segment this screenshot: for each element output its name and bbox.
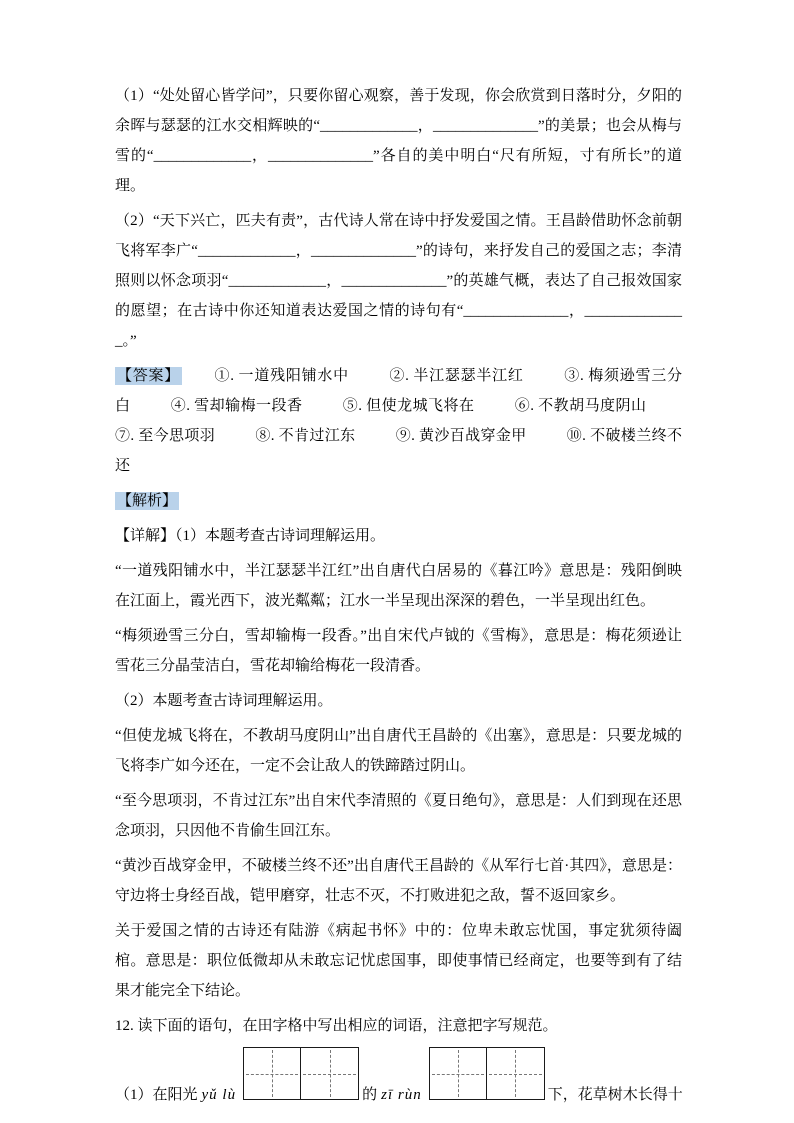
answer-item-8: ⑧. 不肯过江东	[255, 428, 356, 444]
answer-item-6: ⑥. 不教胡马度阴山	[514, 398, 647, 414]
analysis-label: 【解析】	[117, 493, 178, 509]
tianzige-cell	[487, 1048, 544, 1099]
analysis-paragraph-xiarijueju: “至今思项羽，不肯过江东”出自宋代李清照的《夏日绝句》，意思是：人们到现在还思念项羽，只因他不肯偷生回江东。	[115, 793, 682, 839]
question-11-part2: （2）“天下兴亡，匹夫有责”，古代诗人常在诗中抒发爱国之情。王昌龄借助怀念前朝飞将军李广“_____________，______________”的诗句，来抒发自己的爱国之志；李清照则以怀念项羽“_____________，______________”的英雄气概，表达了自己报效国家的愿望；在古诗中你还知道表达爱国之情的诗句有“______________，______________。”	[115, 213, 682, 349]
tianzige-cell	[301, 1048, 358, 1099]
question-12-line	[115, 1047, 682, 1110]
tianzige-cell	[244, 1048, 301, 1099]
answer-item-9: ⑨. 黄沙百战穿金甲	[395, 428, 527, 444]
answer-item-7: ⑦. 至今思项羽	[115, 428, 216, 444]
tianzige-grid-2	[429, 1047, 545, 1100]
analysis-paragraph-chusai: “但使龙城飞将在，不教胡马度阴山”出自唐代王昌龄的《出塞》，意思是：只要龙城的飞将李广如今还在，一定不会让敌人的铁蹄踏过阴山。	[115, 728, 682, 774]
answer-item-4: ④. 雪却输梅一段香	[170, 398, 303, 414]
analysis-paragraph-part2: （2）本题考查古诗词理解运用。	[115, 693, 333, 709]
answer-item-10: ⑩. 不破楼兰终不还	[115, 428, 682, 474]
analysis-paragraph-detail: 【详解】（1）本题考查古诗词理解运用。	[115, 528, 386, 544]
question-12-stem: 12. 读下面的语句，在田字格中写出相应的词语，注意把字写规范。	[115, 1018, 558, 1034]
question-12-text-1: （1）在阳光	[115, 1087, 198, 1103]
pinyin-yulu: yǔ lù	[201, 1087, 237, 1103]
analysis-header	[115, 486, 682, 516]
answer-item-5: ⑤. 但使龙城飞将在	[342, 398, 475, 414]
question-11-part1: （1）“处处留心皆学问”，只要你留心观察，善于发现，你会欣赏到日落时分，夕阳的余晖与瑟瑟的江水交相辉映的“_____________，______________”的美景；也会从梅与雪的“_____________，______________”各自的美中明白“尺有所短，寸有所长”的道理。	[115, 88, 682, 194]
question-12-text-2: 的	[362, 1087, 378, 1103]
question-12-text-3: 下，花草树木长得十	[547, 1087, 683, 1103]
tianzige-cell	[430, 1048, 487, 1099]
pinyin-zirun: zī rùn	[381, 1087, 422, 1103]
answer-item-2: ②. 半江瑟瑟半江红	[389, 368, 524, 384]
analysis-paragraph-congjunxing: “黄沙百战穿金甲，不破楼兰终不还”出自唐代王昌龄的《从军行七首·其四》，意思是：守边将士身经百战，铠甲磨穿，壮志不灭，不打败进犯之敌，誓不返回家乡。	[115, 858, 682, 904]
answer-label: 【答案】	[117, 368, 181, 384]
answer-item-1: ①. 一道残阳铺水中	[214, 368, 349, 384]
analysis-paragraph-bingqishuhuai: 关于爱国之情的古诗还有陆游《病起书怀》中的：位卑未敢忘忧国，事定犹须待阖棺。意思是：职位低微却从未敢忘记忧虑国事，即使事情已经商定，也要等到有了结果才能完全下结论。	[115, 923, 682, 999]
analysis-paragraph-xuemei: “梅须逊雪三分白，雪却输梅一段香。”出自宋代卢钺的《雪梅》，意思是：梅花须逊让雪花三分晶莹洁白，雪花却输给梅花一段清香。	[115, 628, 682, 674]
answer-section	[115, 361, 682, 481]
answer-item-3: ③. 梅须逊雪三分白	[115, 368, 682, 414]
analysis-paragraph-mujiangyin: “一道残阳铺水中，半江瑟瑟半江红”出自唐代白居易的《暮江吟》意思是：残阳倒映在江面上，霞光西下，波光粼粼；江水一半呈现出深深的碧色，一半呈现出红色。	[115, 563, 682, 609]
tianzige-grid-1	[243, 1047, 359, 1100]
